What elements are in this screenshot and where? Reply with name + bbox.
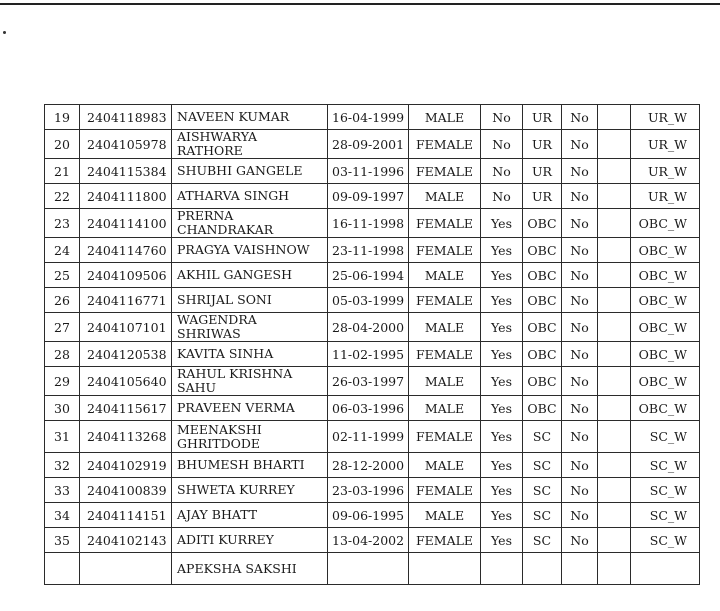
table-row [45, 503, 700, 528]
selected-category-cell: UR_W [631, 184, 700, 209]
selected-category-cell: OBC_W [631, 313, 700, 342]
candidate-table [44, 104, 700, 585]
table-row [45, 528, 700, 553]
special-category-cell: No [562, 105, 598, 130]
selected-category-cell: UR_W [631, 130, 700, 159]
roll-number-cell: 2404114760 [80, 238, 172, 263]
category-cell: SC [523, 453, 562, 478]
gender-cell: FEMALE [409, 478, 481, 503]
candidate-name: ADITI KURREY [177, 532, 274, 547]
table-row [45, 421, 700, 453]
candidate-name-cell [172, 342, 328, 367]
roll-number-cell: 2404118983 [80, 105, 172, 130]
gender-cell: FEMALE [409, 159, 481, 184]
domicile-cell: Yes [481, 342, 523, 367]
special-category-cell: No [562, 130, 598, 159]
date-of-birth-cell: 16-04-1999 [328, 105, 409, 130]
category-cell: SC [523, 528, 562, 553]
gender-cell: MALE [409, 503, 481, 528]
blank-cell [598, 130, 631, 159]
table-row [45, 342, 700, 367]
candidate-name: NAVEEN KUMAR [177, 109, 290, 124]
domicile-cell: Yes [481, 396, 523, 421]
candidate-name: AJAY BHATT [177, 507, 258, 522]
table-row [45, 453, 700, 478]
table-body [45, 105, 700, 585]
roll-number-cell: 2404115617 [80, 396, 172, 421]
selected-category-cell: OBC_W [631, 288, 700, 313]
candidate-name: AKHIL GANGESH [177, 267, 293, 282]
candidate-name-cell [172, 263, 328, 288]
blank-cell [598, 209, 631, 238]
roll-number-cell [80, 553, 172, 585]
serial-number-cell: 23 [45, 209, 80, 238]
candidate-name: PRERNA CHANDRAKAR [177, 208, 274, 237]
table-row [45, 367, 700, 396]
date-of-birth-cell: 05-03-1999 [328, 288, 409, 313]
special-category-cell: No [562, 421, 598, 453]
category-cell: SC [523, 503, 562, 528]
gender-cell: FEMALE [409, 288, 481, 313]
selected-category-cell: OBC_W [631, 342, 700, 367]
candidate-name-cell [172, 396, 328, 421]
blank-cell [598, 528, 631, 553]
candidate-name-cell [172, 553, 328, 585]
roll-number-cell: 2404114100 [80, 209, 172, 238]
date-of-birth-cell: 13-04-2002 [328, 528, 409, 553]
selected-category-cell: OBC_W [631, 263, 700, 288]
domicile-cell: Yes [481, 528, 523, 553]
candidate-name-cell [172, 238, 328, 263]
roll-number-cell: 2404109506 [80, 263, 172, 288]
serial-number-cell: 29 [45, 367, 80, 396]
selected-category-cell: SC_W [631, 478, 700, 503]
serial-number-cell: 22 [45, 184, 80, 209]
selected-category-cell [631, 553, 700, 585]
category-cell: SC [523, 421, 562, 453]
candidate-name: AISHWARYA RATHORE [177, 129, 258, 158]
date-of-birth-cell: 09-09-1997 [328, 184, 409, 209]
candidate-name: APEKSHA SAKSHI [177, 560, 297, 576]
selected-category-cell: UR_W [631, 105, 700, 130]
domicile-cell: No [481, 130, 523, 159]
domicile-cell: Yes [481, 453, 523, 478]
candidate-name: MEENAKSHI GHRITDODE [177, 421, 262, 451]
selected-category-cell: SC_W [631, 421, 700, 453]
date-of-birth-cell: 16-11-1998 [328, 209, 409, 238]
selected-category-cell: SC_W [631, 528, 700, 553]
roll-number-cell: 2404116771 [80, 288, 172, 313]
blank-cell [598, 396, 631, 421]
blank-cell [598, 313, 631, 342]
category-cell: OBC [523, 313, 562, 342]
category-cell: OBC [523, 367, 562, 396]
domicile-cell: Yes [481, 313, 523, 342]
candidate-name: PRAVEEN VERMA [177, 400, 295, 415]
candidate-name-cell [172, 421, 328, 453]
category-cell: SC [523, 478, 562, 503]
blank-cell [598, 553, 631, 585]
selected-category-cell: OBC_W [631, 396, 700, 421]
candidate-name: WAGENDRA SHRIWAS [177, 312, 257, 341]
candidate-name-cell [172, 288, 328, 313]
domicile-cell: Yes [481, 478, 523, 503]
gender-cell: MALE [409, 453, 481, 478]
candidate-name-cell [172, 453, 328, 478]
serial-number-cell: 24 [45, 238, 80, 263]
category-cell [523, 553, 562, 585]
special-category-cell: No [562, 288, 598, 313]
date-of-birth-cell: 23-03-1996 [328, 478, 409, 503]
special-category-cell [562, 553, 598, 585]
domicile-cell: Yes [481, 238, 523, 263]
table-row [45, 209, 700, 238]
special-category-cell: No [562, 263, 598, 288]
table-row [45, 184, 700, 209]
blank-cell [598, 367, 631, 396]
selected-category-cell: OBC_W [631, 367, 700, 396]
serial-number-cell: 31 [45, 421, 80, 453]
candidate-name: SHWETA KURREY [177, 482, 295, 497]
serial-number-cell: 30 [45, 396, 80, 421]
candidate-name: ATHARVA SINGH [177, 188, 290, 203]
category-cell: UR [523, 130, 562, 159]
serial-number-cell: 21 [45, 159, 80, 184]
candidate-name-cell [172, 503, 328, 528]
domicile-cell: Yes [481, 263, 523, 288]
domicile-cell [481, 553, 523, 585]
table-row [45, 288, 700, 313]
category-cell: OBC [523, 209, 562, 238]
domicile-cell: No [481, 159, 523, 184]
blank-cell [598, 184, 631, 209]
roll-number-cell: 2404105978 [80, 130, 172, 159]
date-of-birth-cell: 28-12-2000 [328, 453, 409, 478]
roll-number-cell: 2404100839 [80, 478, 172, 503]
serial-number-cell: 26 [45, 288, 80, 313]
special-category-cell: No [562, 238, 598, 263]
special-category-cell: No [562, 184, 598, 209]
serial-number-cell: 28 [45, 342, 80, 367]
date-of-birth-cell: 02-11-1999 [328, 421, 409, 453]
candidate-name-cell [172, 159, 328, 184]
serial-number-cell: 32 [45, 453, 80, 478]
candidate-name: SHUBHI GANGELE [177, 163, 303, 178]
serial-number-cell: 25 [45, 263, 80, 288]
special-category-cell: No [562, 342, 598, 367]
blank-cell [598, 288, 631, 313]
selected-category-cell: UR_W [631, 159, 700, 184]
candidate-name-cell [172, 313, 328, 342]
domicile-cell: Yes [481, 288, 523, 313]
date-of-birth-cell [328, 553, 409, 585]
domicile-cell: Yes [481, 421, 523, 453]
gender-cell [409, 553, 481, 585]
gender-cell: MALE [409, 105, 481, 130]
category-cell: OBC [523, 396, 562, 421]
serial-number-cell: 19 [45, 105, 80, 130]
gender-cell: FEMALE [409, 130, 481, 159]
table-row [45, 478, 700, 503]
table-row [45, 313, 700, 342]
special-category-cell: No [562, 503, 598, 528]
roll-number-cell: 2404102919 [80, 453, 172, 478]
category-cell: UR [523, 184, 562, 209]
candidate-name: BHUMESH BHARTI [177, 457, 305, 472]
serial-number-cell [45, 553, 80, 585]
serial-number-cell: 27 [45, 313, 80, 342]
special-category-cell: No [562, 453, 598, 478]
serial-number-cell: 34 [45, 503, 80, 528]
candidate-name-cell [172, 528, 328, 553]
table-row [45, 553, 700, 585]
category-cell: OBC [523, 342, 562, 367]
blank-cell [598, 503, 631, 528]
domicile-cell: Yes [481, 209, 523, 238]
domicile-cell: Yes [481, 503, 523, 528]
candidate-name: KAVITA SINHA [177, 346, 274, 361]
candidate-name: RAHUL KRISHNA SAHU [177, 366, 293, 395]
special-category-cell: No [562, 367, 598, 396]
page-top-border [0, 3, 720, 5]
category-cell: UR [523, 105, 562, 130]
category-cell: UR [523, 159, 562, 184]
gender-cell: MALE [409, 184, 481, 209]
roll-number-cell: 2404107101 [80, 313, 172, 342]
date-of-birth-cell: 06-03-1996 [328, 396, 409, 421]
roll-number-cell: 2404120538 [80, 342, 172, 367]
roll-number-cell: 2404102143 [80, 528, 172, 553]
date-of-birth-cell: 26-03-1997 [328, 367, 409, 396]
candidate-name-cell [172, 130, 328, 159]
table-row [45, 238, 700, 263]
table-row [45, 159, 700, 184]
special-category-cell: No [562, 159, 598, 184]
gender-cell: MALE [409, 263, 481, 288]
date-of-birth-cell: 25-06-1994 [328, 263, 409, 288]
special-category-cell: No [562, 478, 598, 503]
date-of-birth-cell: 03-11-1996 [328, 159, 409, 184]
candidate-name-cell [172, 478, 328, 503]
blank-cell [598, 263, 631, 288]
roll-number-cell: 2404115384 [80, 159, 172, 184]
special-category-cell: No [562, 209, 598, 238]
date-of-birth-cell: 11-02-1995 [328, 342, 409, 367]
special-category-cell: No [562, 528, 598, 553]
category-cell: OBC [523, 263, 562, 288]
table-row [45, 130, 700, 159]
serial-number-cell: 33 [45, 478, 80, 503]
domicile-cell: No [481, 184, 523, 209]
date-of-birth-cell: 28-09-2001 [328, 130, 409, 159]
blank-cell [598, 105, 631, 130]
candidate-name: SHRIJAL SONI [177, 292, 272, 307]
candidate-name-cell [172, 367, 328, 396]
category-cell: OBC [523, 288, 562, 313]
special-category-cell: No [562, 396, 598, 421]
roll-number-cell: 2404111800 [80, 184, 172, 209]
serial-number-cell: 35 [45, 528, 80, 553]
blank-cell [598, 421, 631, 453]
roll-number-cell: 2404113268 [80, 421, 172, 453]
selected-category-cell: OBC_W [631, 238, 700, 263]
blank-cell [598, 159, 631, 184]
table-row [45, 396, 700, 421]
gender-cell: FEMALE [409, 421, 481, 453]
domicile-cell: No [481, 105, 523, 130]
candidate-name: PRAGYA VAISHNOW [177, 242, 310, 257]
serial-number-cell: 20 [45, 130, 80, 159]
special-category-cell: No [562, 313, 598, 342]
candidate-name-cell [172, 105, 328, 130]
category-cell: OBC [523, 238, 562, 263]
blank-cell [598, 478, 631, 503]
scan-speck [3, 31, 6, 34]
roll-number-cell: 2404105640 [80, 367, 172, 396]
table-row [45, 263, 700, 288]
selected-category-cell: SC_W [631, 453, 700, 478]
blank-cell [598, 453, 631, 478]
gender-cell: MALE [409, 367, 481, 396]
selected-category-cell: SC_W [631, 503, 700, 528]
selected-category-cell: OBC_W [631, 209, 700, 238]
gender-cell: MALE [409, 313, 481, 342]
gender-cell: FEMALE [409, 342, 481, 367]
candidate-name-cell [172, 184, 328, 209]
gender-cell: FEMALE [409, 528, 481, 553]
gender-cell: FEMALE [409, 238, 481, 263]
date-of-birth-cell: 09-06-1995 [328, 503, 409, 528]
date-of-birth-cell: 23-11-1998 [328, 238, 409, 263]
candidate-name-cell [172, 209, 328, 238]
blank-cell [598, 342, 631, 367]
gender-cell: MALE [409, 396, 481, 421]
blank-cell [598, 238, 631, 263]
table-row [45, 105, 700, 130]
candidate-table-container [44, 104, 699, 576]
roll-number-cell: 2404114151 [80, 503, 172, 528]
gender-cell: FEMALE [409, 209, 481, 238]
domicile-cell: Yes [481, 367, 523, 396]
date-of-birth-cell: 28-04-2000 [328, 313, 409, 342]
